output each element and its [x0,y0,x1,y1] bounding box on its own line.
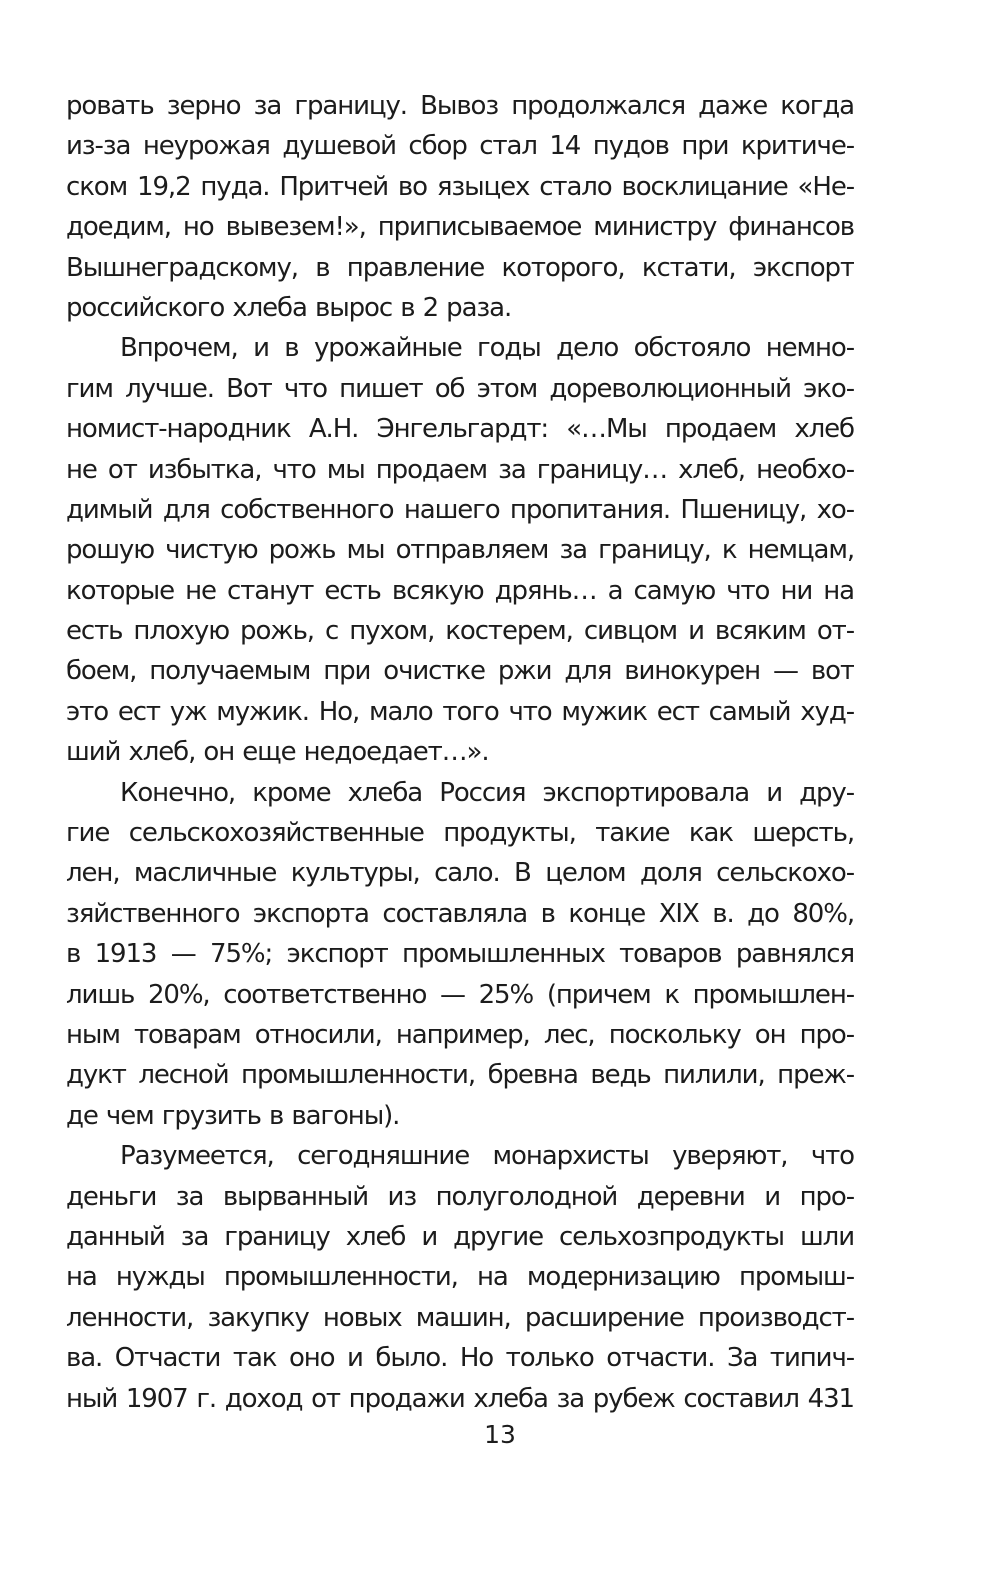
text-line: российского хлеба вырос в 2 раза. [66,292,512,323]
text-line: данный за границу хлеб и другие сельхозпродукты шли [66,1221,854,1252]
text-line: боем, получаемым при очистке ржи для винокурен — вот [66,656,854,687]
text-line: гие сельскохозяйственные продукты, такие как шерсть, [66,818,854,849]
text-line: ровать зерно за границу. Вывоз продолжался даже когда [66,91,854,121]
paragraph [66,328,854,772]
text-line: ший хлеб, он еще недоедает…». [66,737,489,768]
text-line: гим лучше. Вот что пишет об этом дореволюционный эко- [66,373,854,404]
text-line: номист-народник А.Н. Энгельгардт: «…Мы продаем хлеб [66,414,854,445]
text-line: ным товарам относили, например, лес, поскольку он про- [66,1019,854,1050]
text-line: лен, масличные культуры, сало. В целом доля сельскохо- [66,858,854,889]
text-line: Разумеется, сегодняшние монархисты уверяют, что [120,1141,854,1172]
text-line: Впрочем, и в урожайные годы дело обстояло немно- [120,333,854,364]
text-line: доедим, но вывезем!», приписываемое министру финансов [66,212,854,243]
text-line: деньги за вырванный из полуголодной деревни и про- [66,1181,854,1212]
paragraph [66,1136,854,1419]
text-line: на нужды промышленности, на модернизацию промыш- [66,1262,854,1293]
text-line: дукт лесной промышленности, бревна ведь пилили, преж- [66,1060,854,1091]
text-line: из-за неурожая душевой сбор стал 14 пудов при критиче- [66,131,854,162]
text-line: Вышнеградскому, в правление которого, кстати, экспорт [66,252,854,283]
text-line: ный 1907 г. доход от продажи хлеба за рубеж составил 431 [66,1383,854,1414]
text-line: ском 19,2 пуда. Притчей во языцех стало восклицание «Не- [66,171,854,202]
text-line: зяйственного экспорта составляла в конце XIX в. до 80%, [66,898,854,929]
body-text [66,86,854,1419]
text-line: рошую чистую рожь мы отправляем за границу, к немцам, [66,535,854,566]
text-line: это ест уж мужик. Но, мало того что мужик ест самый худ- [66,696,854,727]
paragraph [66,773,854,1137]
text-line: де чем грузить в вагоны). [66,1100,400,1131]
text-line: не от избытка, что мы продаем за границу… хлеб, необхо- [66,454,854,485]
text-line: есть плохую рожь, с пухом, костерем, сивцом и всяким от- [66,616,854,647]
page-number: 13 [484,1420,516,1449]
text-line: димый для собственного нашего пропитания. Пшеницу, хо- [66,494,854,525]
text-line: Конечно, кроме хлеба Россия экспортировала и дру- [120,777,854,808]
paragraph [66,86,854,328]
text-line: лишь 20%, соответственно — 25% (причем к промышлен- [66,979,854,1010]
text-line: которые не станут есть всякую дрянь… а самую что ни на [66,575,854,606]
text-line: ва. Отчасти так оно и было. Но только отчасти. За типич- [66,1343,854,1374]
text-line: в 1913 — 75%; экспорт промышленных товаров равнялся [66,939,854,970]
text-line: ленности, закупку новых машин, расширение производст- [66,1302,854,1333]
